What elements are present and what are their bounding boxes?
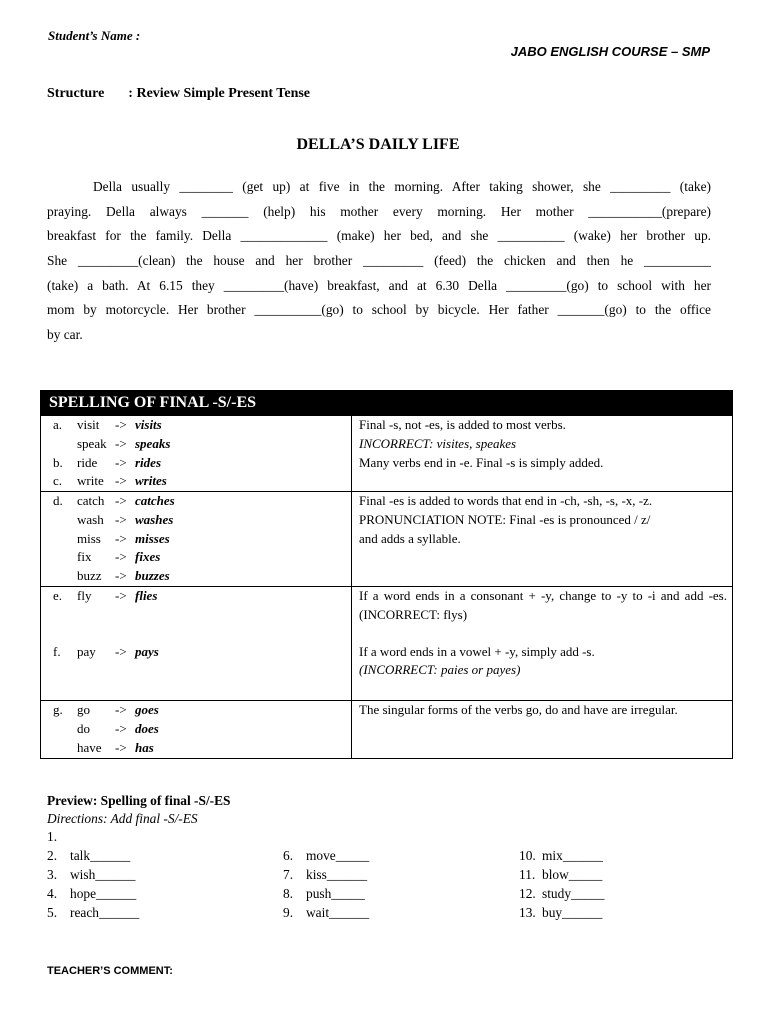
item-base: do — [77, 720, 90, 736]
exercise-word: kiss______ — [306, 867, 368, 882]
item-base: have — [77, 739, 102, 755]
rule-text: (INCORRECT: paies or payes) — [359, 662, 521, 678]
example-item — [53, 454, 351, 473]
item-arrow: -> — [115, 435, 127, 451]
item-arrow: -> — [115, 702, 127, 717]
item-letter — [53, 567, 77, 586]
table-row — [41, 586, 732, 700]
exercise-item — [47, 905, 139, 921]
story-line: Della usually ________ (get up) at five in the morning. After taking shower, she _________ (take) — [93, 179, 711, 194]
exercise-item-number: 5. — [47, 905, 58, 920]
story-line: mom by motorcycle. Her brother __________(go) to school by bicycle. Her father _______(go) to the office — [47, 302, 711, 318]
item-letter — [53, 720, 77, 739]
story-line: She _________(clean) the house and her brother _________ (feed) the chicken and then he __________ — [47, 253, 711, 269]
structure-line — [47, 86, 310, 102]
rule-cell — [352, 416, 732, 491]
rule-cell — [352, 587, 732, 700]
example-item — [53, 416, 351, 435]
example-item — [53, 739, 351, 758]
table-row — [41, 415, 732, 491]
item-letter — [53, 530, 77, 549]
exercise-item-number: 3. — [47, 867, 58, 882]
item-arrow: -> — [115, 643, 127, 659]
table-heading: SPELLING OF FINAL -S/-ES — [41, 391, 732, 415]
exercise-item-number: 8. — [283, 886, 294, 901]
story-line: praying. Della always _______ (help) his mother every morning. Her mother ___________(prepare) — [47, 203, 711, 219]
item-arrow: -> — [115, 454, 127, 470]
item-letter: c. — [53, 473, 63, 489]
exercise-item-number: 6. — [283, 848, 294, 863]
spelling-table — [40, 390, 733, 759]
rule-text: The singular forms of the verbs go, do and have are irregular. — [359, 702, 678, 717]
story-line: breakfast for the family. Della _____________ (make) her bed, and she __________ (wake) her brother up. — [47, 228, 711, 244]
rule-text: Final -es is added to words that end in -ch, -sh, -s, -x, -z. — [359, 493, 653, 508]
exercise-item — [47, 886, 136, 902]
item-letter: f. — [53, 643, 61, 659]
item-letter — [53, 739, 77, 758]
table-row — [41, 700, 732, 758]
rule-text: Final -s, not -es, is added to most verbs. — [359, 417, 566, 432]
item-letter: e. — [53, 588, 63, 603]
examples-cell — [41, 587, 352, 700]
exercise-item-number: 7. — [283, 867, 294, 882]
exercise-word: buy______ — [542, 905, 603, 920]
exercise-item — [283, 886, 365, 902]
exercise-word: push_____ — [306, 886, 365, 901]
story-paragraph — [47, 175, 711, 348]
exercise-item — [283, 848, 369, 864]
exercise-word: talk______ — [70, 848, 131, 863]
rule-text: If a word ends in a consonant + -y, change to -y to -i and add -es. (INCORRECT: flys) — [359, 588, 727, 622]
exercise-item — [283, 867, 367, 883]
item-letter: a. — [53, 417, 63, 432]
exercise-item-number: 11. — [519, 867, 536, 882]
exercise-item — [283, 905, 369, 921]
example-item — [53, 701, 351, 720]
story-title: DELLA’S DAILY LIFE — [296, 136, 460, 153]
item-arrow: -> — [115, 493, 127, 508]
student-name-label: Student’s Name : — [48, 28, 141, 43]
structure-value: : Review Simple Present Tense — [128, 86, 311, 101]
table-row — [41, 491, 732, 586]
item-result: misses — [135, 530, 170, 546]
exercise-item-number: 10. — [519, 848, 536, 863]
item-base: ride — [77, 454, 98, 470]
item-letter — [53, 435, 77, 454]
item-arrow: -> — [115, 511, 127, 527]
exercise-item-number: 13. — [519, 905, 536, 920]
item-arrow: -> — [115, 568, 127, 584]
rule-text: PRONUNCIATION NOTE: Final -es is pronounced / z/ — [359, 511, 651, 527]
example-item — [53, 548, 351, 567]
example-item — [53, 567, 351, 586]
exercise-word: study_____ — [542, 886, 605, 901]
example-item — [53, 511, 351, 530]
examples-cell — [41, 701, 352, 758]
item-result: pays — [135, 643, 159, 659]
structure-label: Structure — [47, 86, 105, 101]
rule-cell — [352, 492, 732, 586]
item-result: flies — [135, 588, 158, 603]
exercise-directions: Directions: Add final -S/-ES — [47, 811, 198, 826]
rule-text: Many verbs end in -e. Final -s is simply added. — [359, 454, 604, 470]
exercise-word: mix______ — [542, 848, 604, 863]
item-letter: b. — [53, 454, 63, 470]
item-result: rides — [135, 454, 161, 470]
exercise-item-number: 9. — [283, 905, 294, 920]
example-item — [53, 643, 351, 662]
item-base: catch — [77, 493, 105, 508]
exercise-word: move_____ — [306, 848, 370, 863]
exercise-item — [519, 848, 603, 864]
item-base: fix — [77, 549, 92, 565]
teacher-comment-label: TEACHER’S COMMENT: — [47, 965, 173, 977]
exercise-word: blow_____ — [542, 867, 603, 882]
exercise-item-number: 4. — [47, 886, 58, 901]
course-name: JABO ENGLISH COURSE – SMP — [510, 44, 710, 59]
item-result: speaks — [135, 435, 171, 451]
examples-cell — [41, 492, 352, 586]
item-base: buzz — [77, 568, 102, 584]
item-result: visits — [135, 417, 162, 432]
example-item — [53, 492, 351, 511]
item-base: miss — [77, 530, 101, 546]
exercise-word: reach______ — [70, 905, 140, 920]
item-result: fixes — [135, 549, 161, 565]
example-item — [53, 587, 351, 606]
example-item — [53, 472, 351, 491]
item-letter: g. — [53, 702, 63, 717]
item-arrow: -> — [115, 739, 127, 755]
exercise-item — [519, 905, 602, 921]
item-arrow: -> — [115, 473, 127, 489]
rule-text: INCORRECT: visites, speakes — [359, 435, 517, 451]
exercise-title: Preview: Spelling of final -S/-ES — [47, 793, 231, 808]
item-base: speak — [77, 435, 107, 451]
exercise-item-number: 2. — [47, 848, 58, 863]
exercise-item — [47, 848, 130, 864]
item-base: fly — [77, 588, 92, 603]
exercise-item — [519, 886, 605, 902]
exercise-item-number: 1. — [47, 829, 58, 844]
example-item — [53, 435, 351, 454]
item-letter — [53, 511, 77, 530]
item-base: visit — [77, 417, 100, 432]
examples-cell — [41, 416, 352, 491]
exercise-item — [519, 867, 602, 883]
rule-text: If a word ends in a vowel + -y, simply add -s. — [359, 643, 595, 659]
rule-text: and adds a syllable. — [359, 530, 461, 546]
item-base: go — [77, 702, 90, 717]
item-base: wash — [77, 511, 104, 527]
item-letter: d. — [53, 493, 63, 508]
story-line: (take) a bath. At 6.15 they _________(have) breakfast, and at 6.30 Della _________(go) to school with her — [47, 277, 711, 293]
exercise-word: wait______ — [306, 905, 370, 920]
item-result: writes — [135, 473, 167, 489]
item-result: does — [135, 720, 159, 736]
item-base: pay — [77, 643, 96, 659]
example-item — [53, 530, 351, 549]
item-arrow: -> — [115, 588, 127, 603]
exercise-item-number: 12. — [519, 886, 536, 901]
item-result: has — [135, 739, 154, 755]
rule-cell — [352, 701, 732, 758]
item-arrow: -> — [115, 417, 127, 432]
item-result: goes — [135, 702, 159, 717]
item-arrow: -> — [115, 720, 127, 736]
exercise-item — [47, 867, 135, 883]
item-arrow: -> — [115, 530, 127, 546]
item-result: buzzes — [135, 568, 170, 584]
exercise-word: wish______ — [70, 867, 136, 882]
story-line: by car. — [47, 327, 83, 343]
item-result: washes — [135, 511, 174, 527]
item-letter — [53, 548, 77, 567]
example-item — [53, 720, 351, 739]
exercise-word: hope______ — [70, 886, 137, 901]
item-arrow: -> — [115, 549, 127, 565]
item-result: catches — [135, 493, 175, 508]
item-base: write — [77, 473, 104, 489]
